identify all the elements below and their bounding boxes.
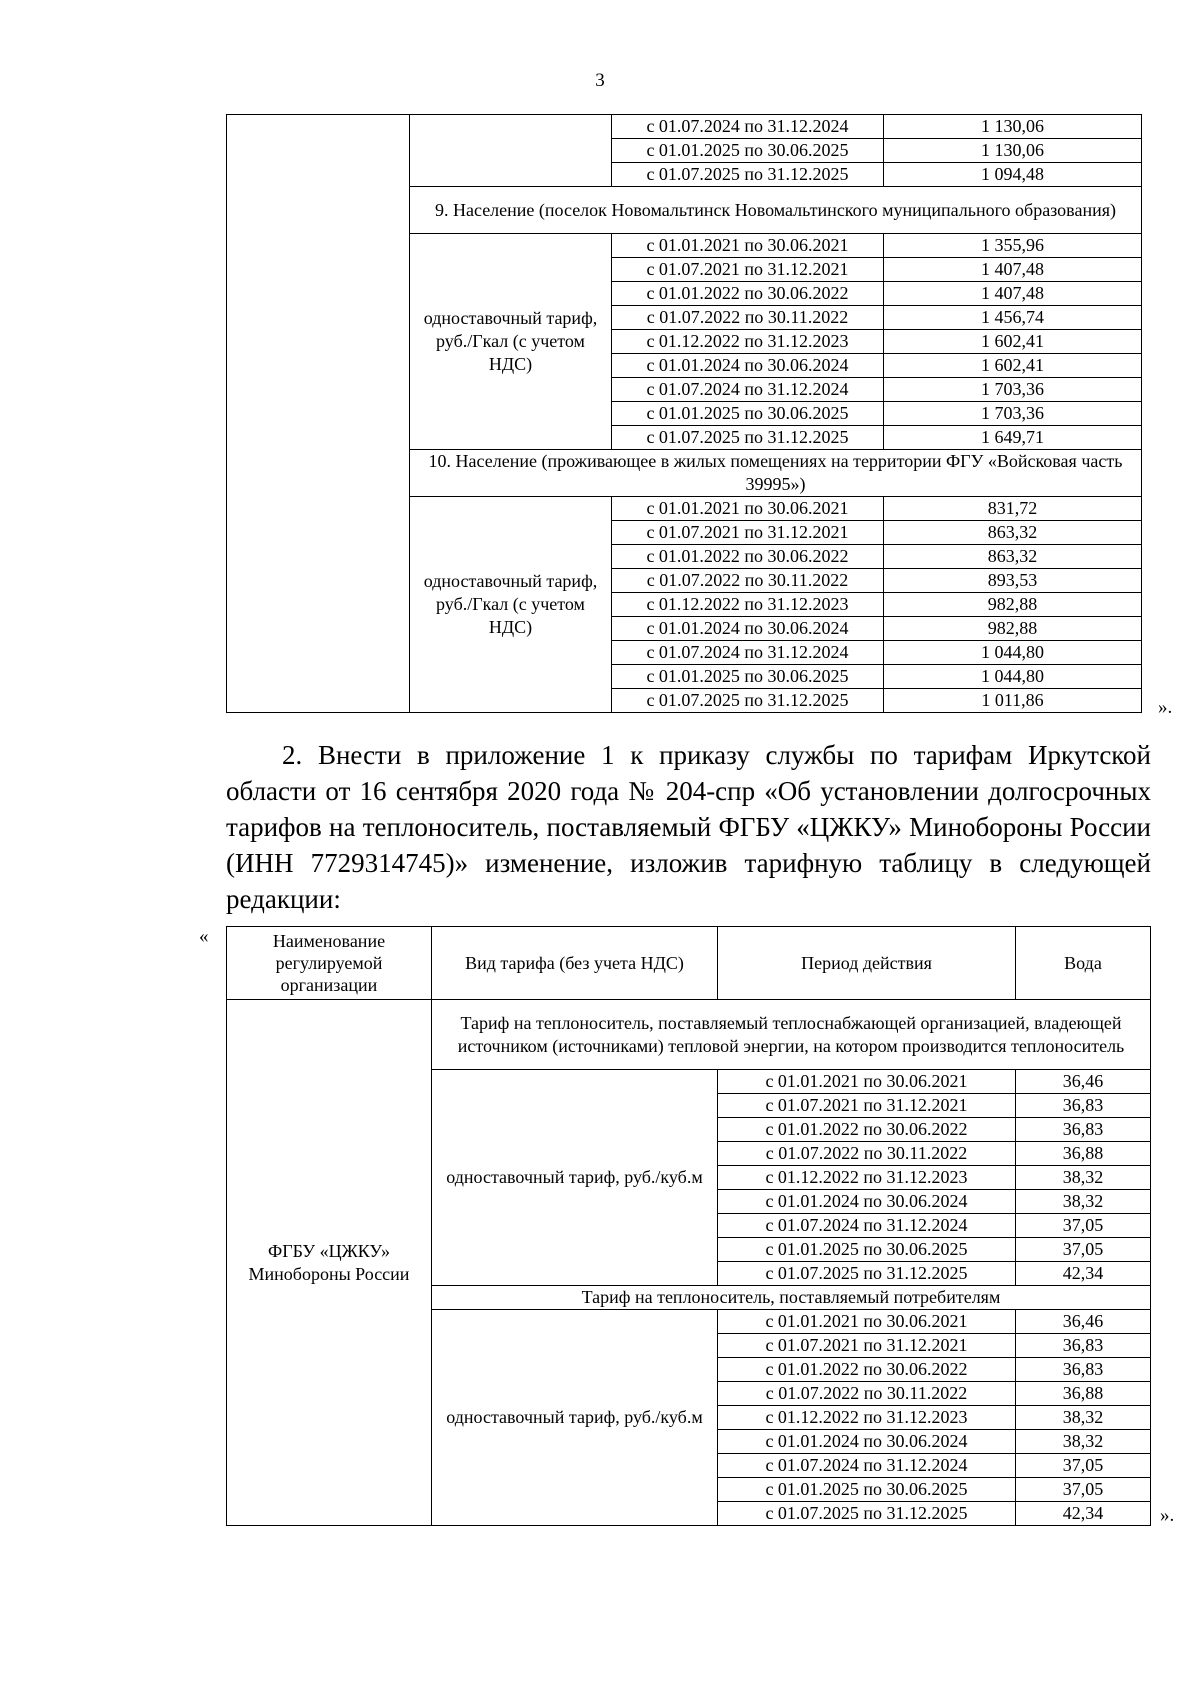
spacer-cell: [1142, 593, 1200, 617]
period-cell: с 01.01.2024 по 30.06.2024: [718, 1430, 1016, 1454]
value-cell: 36,46: [1016, 1310, 1151, 1334]
section-title: 10. Население (проживающее в жилых помещениях на территории ФГУ «Войсковая часть 39995»): [410, 450, 1142, 497]
period-cell: с 01.12.2022 по 31.12.2023: [612, 593, 884, 617]
period-cell: с 01.01.2022 по 30.06.2022: [612, 282, 884, 306]
value-cell: 863,32: [884, 521, 1142, 545]
tariff-type-cell: одноставочный тариф, руб./куб.м: [432, 1310, 718, 1526]
spacer-cell: [1142, 163, 1200, 187]
value-cell: 1 355,96: [884, 234, 1142, 258]
period-cell: с 01.01.2021 по 30.06.2021: [718, 1070, 1016, 1094]
spacer-cell: [1142, 641, 1200, 665]
section-title: 9. Население (поселок Новомальтинск Новомальтинского муниципального образования): [410, 187, 1142, 234]
period-cell: с 01.07.2024 по 31.12.2024: [612, 641, 884, 665]
spacer-cell: [1142, 426, 1200, 450]
spacer-cell: [1142, 402, 1200, 426]
spacer-cell: [1142, 282, 1200, 306]
period-cell: с 01.07.2024 по 31.12.2024: [612, 378, 884, 402]
spacer-cell: [1142, 545, 1200, 569]
section-title: Тариф на теплоноситель, поставляемый потребителям: [432, 1286, 1151, 1310]
period-cell: с 01.07.2021 по 31.12.2021: [612, 521, 884, 545]
table-header-row: [227, 927, 1151, 1000]
value-cell: 36,83: [1016, 1094, 1151, 1118]
tariff-table-heat: [226, 114, 1200, 713]
value-cell: 863,32: [884, 545, 1142, 569]
spacer-cell: [1142, 378, 1200, 402]
period-cell: с 01.12.2022 по 31.12.2023: [612, 330, 884, 354]
value-cell: 37,05: [1016, 1478, 1151, 1502]
spacer-cell: [1142, 497, 1200, 521]
spacer-cell: [1142, 258, 1200, 282]
period-cell: с 01.07.2025 по 31.12.2025: [612, 163, 884, 187]
value-cell: 1 703,36: [884, 402, 1142, 426]
spacer-cell: [1142, 450, 1200, 497]
spacer-cell: [1142, 354, 1200, 378]
period-cell: с 01.01.2025 по 30.06.2025: [718, 1238, 1016, 1262]
period-cell: с 01.07.2021 по 31.12.2021: [718, 1334, 1016, 1358]
period-cell: с 01.01.2024 по 30.06.2024: [612, 617, 884, 641]
value-cell: 38,32: [1016, 1190, 1151, 1214]
value-cell: 38,32: [1016, 1166, 1151, 1190]
period-cell: с 01.01.2021 по 30.06.2021: [612, 497, 884, 521]
org-cell-empty: [227, 115, 410, 713]
period-cell: с 01.07.2025 по 31.12.2025: [718, 1262, 1016, 1286]
header-period: Период действия: [718, 927, 1016, 1000]
period-cell: с 01.07.2021 по 31.12.2021: [612, 258, 884, 282]
value-cell: 1 602,41: [884, 354, 1142, 378]
section-title: Тариф на теплоноситель, поставляемый теплоснабжающей организацией, владеющей источником (источниками) тепловой энергии, на котором производится теплоноситель: [432, 1000, 1151, 1070]
spacer-cell: [1142, 187, 1200, 234]
org-name-cell: ФГБУ «ЦЖКУ» Минобороны России: [227, 1000, 432, 1526]
period-cell: с 01.07.2021 по 31.12.2021: [718, 1094, 1016, 1118]
period-cell: с 01.01.2025 по 30.06.2025: [612, 139, 884, 163]
value-cell: 982,88: [884, 593, 1142, 617]
value-cell: 893,53: [884, 569, 1142, 593]
value-cell: 1 011,86: [884, 689, 1142, 713]
value-cell: 831,72: [884, 497, 1142, 521]
table-row: [227, 115, 1200, 139]
value-cell: 1 130,06: [884, 115, 1142, 139]
period-cell: с 01.07.2022 по 30.11.2022: [612, 569, 884, 593]
spacer-cell: [1142, 521, 1200, 545]
value-cell: 1 407,48: [884, 282, 1142, 306]
header-water: Вода: [1016, 927, 1151, 1000]
header-tariff-type: Вид тарифа (без учета НДС): [432, 927, 718, 1000]
value-cell: 38,32: [1016, 1430, 1151, 1454]
section-title-row: [227, 1000, 1151, 1070]
period-cell: с 01.01.2025 по 30.06.2025: [612, 402, 884, 426]
value-cell: 1 094,48: [884, 163, 1142, 187]
value-cell: 37,05: [1016, 1214, 1151, 1238]
period-cell: с 01.07.2025 по 31.12.2025: [718, 1502, 1016, 1526]
tariff-type-cell: одноставочный тариф, руб./Гкал (с учетом НДС): [410, 234, 612, 450]
period-cell: с 01.07.2022 по 30.11.2022: [612, 306, 884, 330]
value-cell: 36,83: [1016, 1358, 1151, 1382]
value-cell: 1 602,41: [884, 330, 1142, 354]
spacer-cell: [1142, 617, 1200, 641]
period-cell: с 01.07.2024 по 31.12.2024: [612, 115, 884, 139]
spacer-cell: [1142, 569, 1200, 593]
value-cell: 1 130,06: [884, 139, 1142, 163]
period-cell: с 01.07.2024 по 31.12.2024: [718, 1214, 1016, 1238]
value-cell: 37,05: [1016, 1238, 1151, 1262]
value-cell: 36,88: [1016, 1142, 1151, 1166]
period-cell: с 01.01.2022 по 30.06.2022: [612, 545, 884, 569]
value-cell: 36,88: [1016, 1382, 1151, 1406]
period-cell: с 01.07.2025 по 31.12.2025: [612, 689, 884, 713]
period-cell: с 01.01.2022 по 30.06.2022: [718, 1358, 1016, 1382]
period-cell: с 01.12.2022 по 31.12.2023: [718, 1166, 1016, 1190]
period-cell: с 01.01.2025 по 30.06.2025: [612, 665, 884, 689]
period-cell: с 01.12.2022 по 31.12.2023: [718, 1406, 1016, 1430]
value-cell: 1 456,74: [884, 306, 1142, 330]
value-cell: 1 044,80: [884, 665, 1142, 689]
spacer-cell: [1142, 330, 1200, 354]
header-org: Наименование регулируемой организации: [227, 927, 432, 1000]
page-number: 3: [595, 70, 605, 91]
value-cell: 42,34: [1016, 1502, 1151, 1526]
value-cell: 36,46: [1016, 1070, 1151, 1094]
value-cell: 42,34: [1016, 1262, 1151, 1286]
closing-quote-1: ».: [1158, 697, 1173, 718]
spacer-cell: [1142, 115, 1200, 139]
tariff-type-cell: одноставочный тариф, руб./Гкал (с учетом НДС): [410, 497, 612, 713]
tariff-cell-empty: [410, 115, 612, 187]
period-cell: с 01.01.2025 по 30.06.2025: [718, 1478, 1016, 1502]
spacer-cell: [1142, 665, 1200, 689]
period-cell: с 01.01.2022 по 30.06.2022: [718, 1118, 1016, 1142]
value-cell: 1 044,80: [884, 641, 1142, 665]
spacer-cell: [1142, 234, 1200, 258]
period-cell: с 01.07.2025 по 31.12.2025: [612, 426, 884, 450]
period-cell: с 01.07.2022 по 30.11.2022: [718, 1382, 1016, 1406]
value-cell: 982,88: [884, 617, 1142, 641]
value-cell: 36,83: [1016, 1334, 1151, 1358]
period-cell: с 01.01.2021 по 30.06.2021: [612, 234, 884, 258]
period-cell: с 01.01.2021 по 30.06.2021: [718, 1310, 1016, 1334]
value-cell: 36,83: [1016, 1118, 1151, 1142]
opening-quote: «: [199, 926, 209, 947]
tariff-type-cell: одноставочный тариф, руб./куб.м: [432, 1070, 718, 1286]
value-cell: 1 649,71: [884, 426, 1142, 450]
closing-quote-2: ».: [1160, 1505, 1175, 1526]
value-cell: 1 407,48: [884, 258, 1142, 282]
value-cell: 38,32: [1016, 1406, 1151, 1430]
value-cell: 1 703,36: [884, 378, 1142, 402]
period-cell: с 01.07.2022 по 30.11.2022: [718, 1142, 1016, 1166]
period-cell: с 01.01.2024 по 30.06.2024: [612, 354, 884, 378]
amendment-paragraph: 2. Внести в приложение 1 к приказу службы по тарифам Иркутской области от 16 сентября 2020 года № 204-спр «Об установлении долгосрочных тарифов на теплоноситель, поставляемый ФГБУ «ЦЖКУ» Минобороны России (ИНН 7729314745)» изменение, изложив тарифную таблицу в следующей редакции:: [226, 740, 1151, 914]
tariff-table-coolant: [226, 926, 1151, 1526]
spacer-cell: [1142, 139, 1200, 163]
spacer-cell: [1142, 306, 1200, 330]
value-cell: 37,05: [1016, 1454, 1151, 1478]
period-cell: с 01.07.2024 по 31.12.2024: [718, 1454, 1016, 1478]
period-cell: с 01.01.2024 по 30.06.2024: [718, 1190, 1016, 1214]
